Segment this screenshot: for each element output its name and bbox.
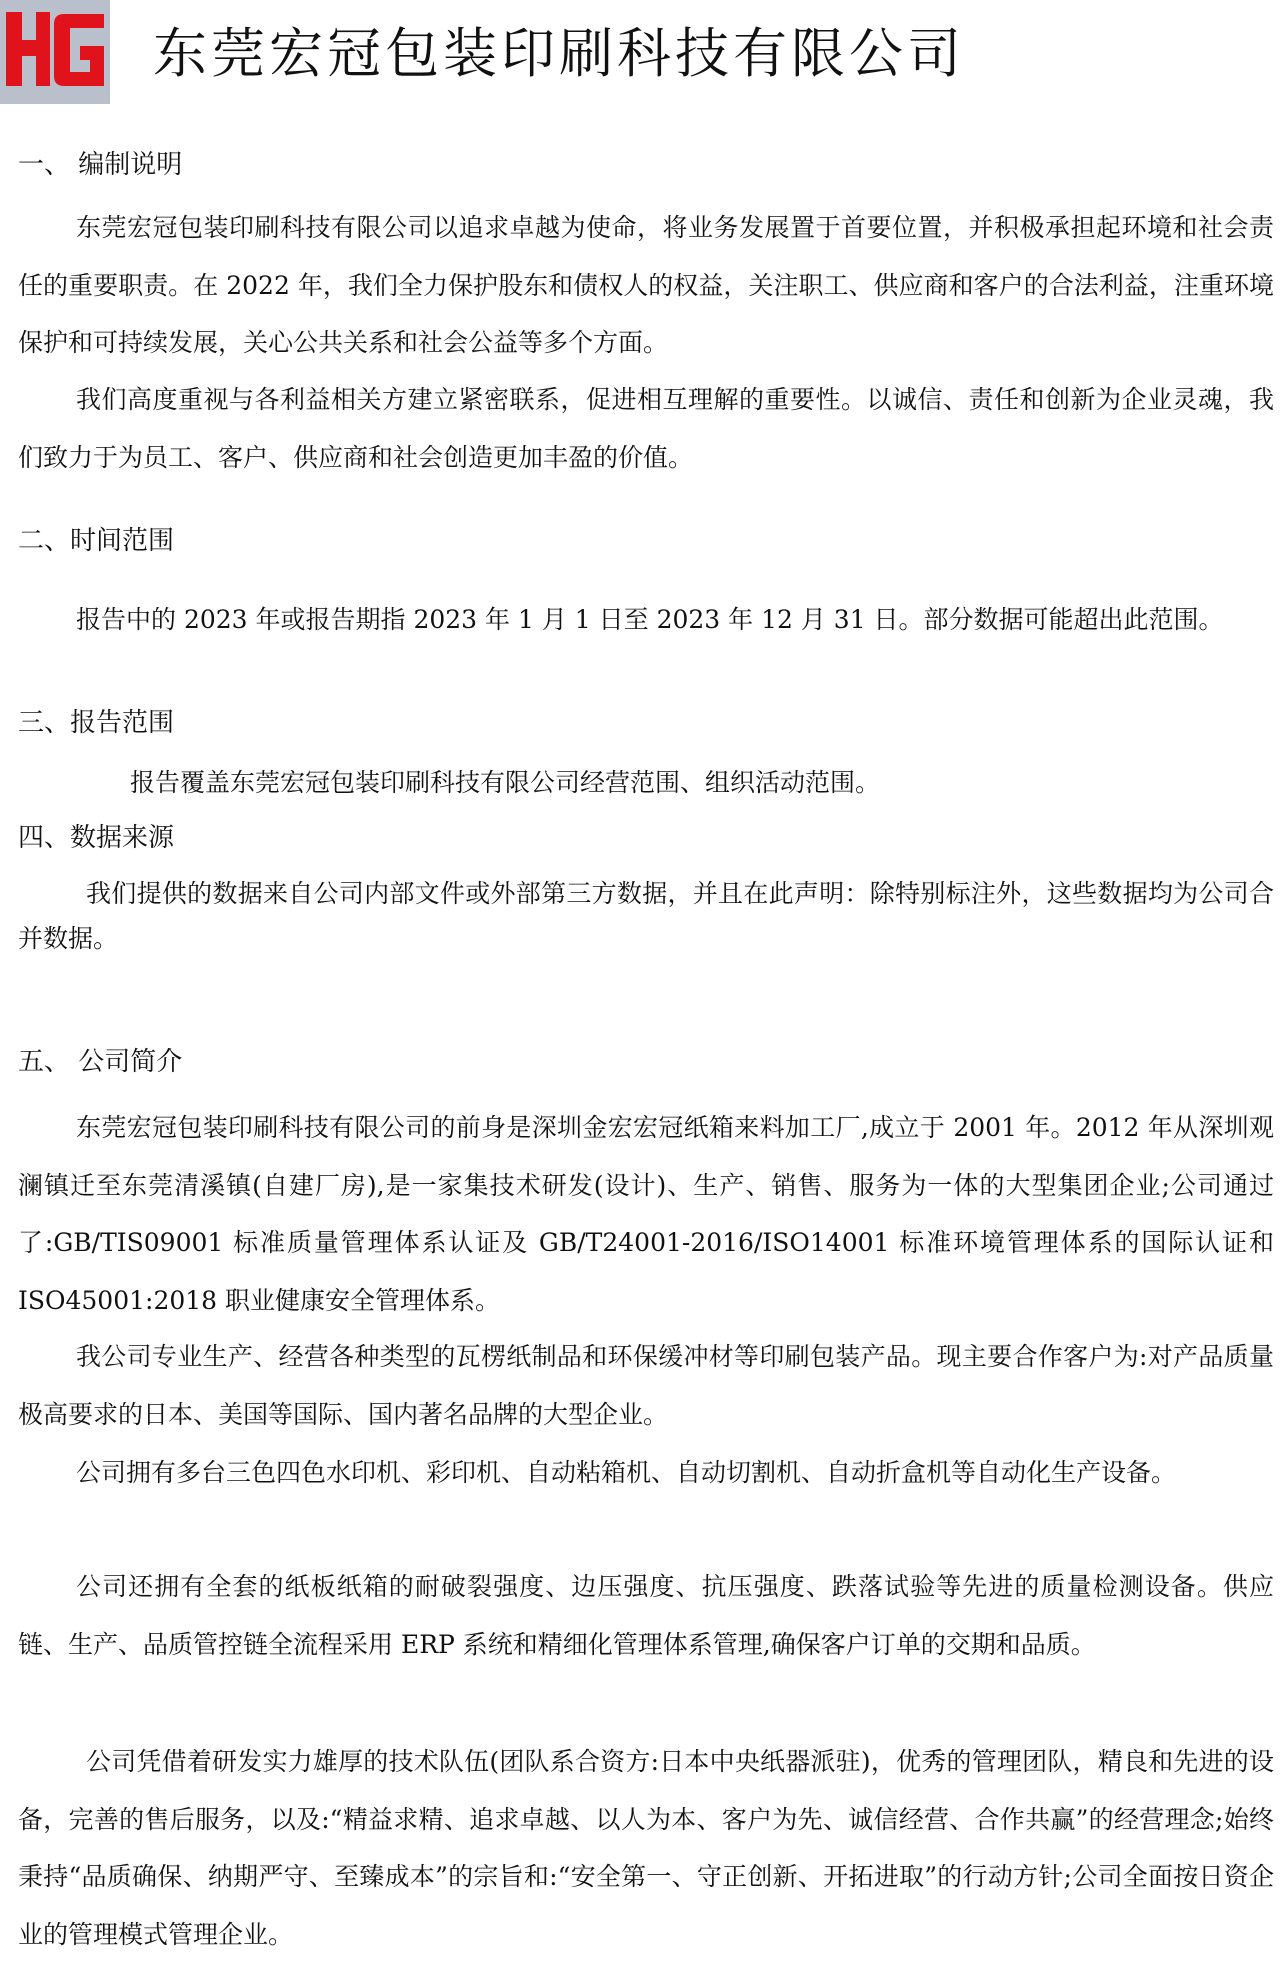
section-paragraph: 我公司专业生产、经营各种类型的瓦楞纸制品和环保缓冲材等印刷包装产品。现主要合作客户为:对产品质量极高要求的日本、美国等国际、国内著名品牌的大型企业。 xyxy=(18,1342,1274,1429)
section-paragraph: 报告覆盖东莞宏冠包装印刷科技有限公司经营范围、组织活动范围。 xyxy=(130,768,881,797)
company-name: 东莞宏冠包装印刷科技有限公司 xyxy=(153,22,965,85)
section-paragraph: 公司拥有多台三色四色水印机、彩印机、自动粘箱机、自动切割机、自动折盒机等自动化生产设备。 xyxy=(76,1458,1177,1487)
section-paragraph: 报告中的 2023 年或报告期指 2023 年 1 月 1 日至 2023 年 12 月 31 日。部分数据可能超出此范围。 xyxy=(76,605,1224,634)
company-logo xyxy=(0,0,110,104)
section-heading-editorial-notes: 一、 编制说明 xyxy=(18,150,183,180)
section-paragraph: 公司还拥有全套的纸板纸箱的耐破裂强度、边压强度、抗压强度、跌落试验等先进的质量检测设备。供应链、生产、品质管控链全流程采用 ERP 系统和精细化管理体系管理,确保客户订单的交期和品质。 xyxy=(18,1572,1274,1659)
document-header xyxy=(0,0,1280,108)
section-heading-time-scope: 二、时间范围 xyxy=(18,526,175,556)
section-paragraph: 我们高度重视与各利益相关方建立紧密联系，促进相互理解的重要性。以诚信、责任和创新为企业灵魂，我们致力于为员工、客户、供应商和社会创造更加丰盈的价值。 xyxy=(18,385,1274,472)
section-paragraph: 东莞宏冠包装印刷科技有限公司的前身是深圳金宏宏冠纸箱来料加工厂,成立于 2001 年。2012 年从深圳观澜镇迁至东莞清溪镇(自建厂房),是一家集技术研发(设计)、生产、销售、服务为一体的大型集团企业;公司通过了:GB/TIS09001 标准质量管理体系认证及 GB/T24001-2016/ISO14001 标准环境管理体系的国际认证和 ISO45001:2018 职业健康安全管理体系。 xyxy=(18,1113,1274,1315)
section-heading-report-scope: 三、报告范围 xyxy=(18,708,175,738)
section-paragraph: 公司凭借着研发实力雄厚的技术队伍(团队系合资方:日本中央纸器派驻)，优秀的管理团队，精良和先进的设备，完善的售后服务，以及:“精益求精、追求卓越、以人为本、客户为先、诚信经营、合作共赢”的经营理念;始终秉持“品质确保、纳期严守、至臻成本”的宗旨和:“安全第一、守正创新、开拓进取”的行动方针;公司全面按日资企业的管理模式管理企业。 xyxy=(18,1747,1274,1949)
section-paragraph: 我们提供的数据来自公司内部文件或外部第三方数据，并且在此声明：除特别标注外，这些数据均为公司合并数据。 xyxy=(18,879,1274,953)
section-paragraph: 东莞宏冠包装印刷科技有限公司以追求卓越为使命，将业务发展置于首要位置，并积极承担起环境和社会责任的重要职责。在 2022 年，我们全力保护股东和债权人的权益，关注职工、供应商和客户的合法利益，注重环境保护和可持续发展，关心公共关系和社会公益等多个方面。 xyxy=(18,213,1274,357)
hg-logo-icon xyxy=(0,0,110,104)
section-heading-company-profile: 五、 公司简介 xyxy=(18,1047,183,1077)
section-heading-data-source: 四、数据来源 xyxy=(18,823,175,853)
